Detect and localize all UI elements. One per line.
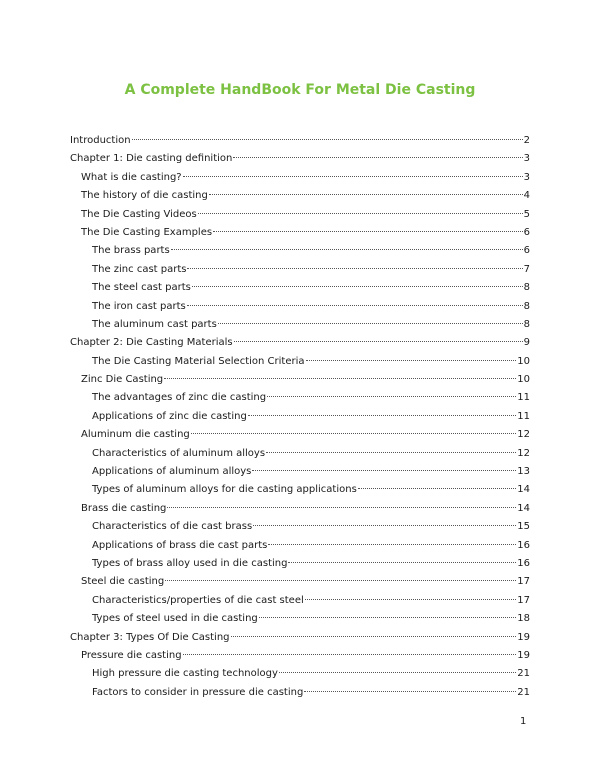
document-title: A Complete HandBook For Metal Die Casting [124, 82, 476, 98]
toc-entry-page: 11 [517, 392, 530, 404]
toc-entry[interactable] [70, 408, 530, 426]
toc-dot-leader [266, 452, 516, 453]
toc-entry[interactable] [70, 445, 530, 463]
toc-entry-page: 9 [523, 337, 530, 349]
toc-entry[interactable] [70, 665, 530, 683]
toc-entry-text: What is die casting? [81, 171, 182, 183]
toc-entry[interactable] [70, 334, 530, 352]
toc-entry[interactable] [70, 629, 530, 647]
toc-entry-page: 15 [517, 521, 530, 533]
toc-entry[interactable] [70, 187, 530, 205]
toc-entry[interactable] [70, 537, 530, 555]
toc-entry[interactable] [70, 573, 530, 591]
toc-entry-text: High pressure die casting technology [92, 668, 278, 680]
toc-entry-page: 6 [523, 245, 530, 257]
toc-entry-page: 11 [517, 410, 530, 422]
toc-dot-leader [253, 525, 516, 526]
toc-entry-text: Applications of aluminum alloys [92, 466, 252, 478]
toc-entry[interactable] [70, 647, 530, 665]
toc-entry[interactable] [70, 316, 530, 334]
toc-entry-page: 16 [517, 557, 530, 569]
toc-entry-text: The brass parts [92, 245, 170, 257]
toc-entry-page: 6 [523, 226, 530, 238]
toc-dot-leader [305, 599, 516, 600]
toc-entry-page: 5 [523, 208, 530, 220]
toc-entry-text: The advantages of zinc die casting [92, 392, 267, 404]
toc-dot-leader [231, 636, 517, 637]
toc-dot-leader [164, 378, 516, 379]
toc-entry-page: 19 [517, 631, 530, 643]
toc-entry-text: The iron cast parts [92, 300, 186, 312]
toc-dot-leader [306, 360, 517, 361]
toc-entry[interactable] [70, 371, 530, 389]
toc-entry[interactable] [70, 132, 530, 150]
toc-dot-leader [288, 562, 516, 563]
toc-entry[interactable] [70, 261, 530, 279]
toc-entry-text: The steel cast parts [92, 282, 191, 294]
toc-entry-page: 14 [517, 502, 530, 514]
toc-entry-page: 14 [517, 484, 530, 496]
toc-entry-text: Characteristics of die cast brass [92, 521, 253, 533]
toc-dot-leader [213, 231, 523, 232]
page-number: 1 [520, 716, 527, 727]
toc-entry-text: Steel die casting [81, 576, 165, 588]
toc-entry-page: 16 [517, 539, 530, 551]
toc-entry[interactable] [70, 150, 530, 168]
toc-entry[interactable] [70, 389, 530, 407]
toc-entry-text: The Die Casting Material Selection Criteria [92, 355, 305, 367]
toc-entry-page: 21 [517, 686, 530, 698]
toc-entry[interactable] [70, 298, 530, 316]
toc-entry-page: 12 [517, 447, 530, 459]
toc-entry[interactable] [70, 684, 530, 702]
toc-dot-leader [183, 176, 523, 177]
toc-dot-leader [167, 507, 516, 508]
toc-entry[interactable] [70, 555, 530, 573]
toc-dot-leader [304, 691, 516, 692]
toc-entry[interactable] [70, 279, 530, 297]
toc-dot-leader [192, 286, 523, 287]
toc-entry-page: 13 [517, 466, 530, 478]
toc-entry[interactable] [70, 353, 530, 371]
toc-entry-text: The history of die casting [81, 190, 208, 202]
toc-entry[interactable] [70, 206, 530, 224]
toc-entry-text: The zinc cast parts [92, 263, 187, 275]
toc-entry[interactable] [70, 610, 530, 628]
toc-entry-text: Chapter 3: Types Of Die Casting [70, 631, 230, 643]
toc-dot-leader [234, 341, 523, 342]
toc-entry-text: The Die Casting Examples [81, 226, 213, 238]
toc-entry-page: 18 [517, 613, 530, 625]
toc-entry-text: Brass die casting [81, 502, 167, 514]
toc-entry-text: Chapter 1: Die casting definition [70, 153, 233, 165]
toc-dot-leader [279, 672, 516, 673]
toc-entry-text: Characteristics/properties of die cast steel [92, 594, 304, 606]
toc-entry-page: 12 [517, 429, 530, 441]
toc-dot-leader [171, 249, 523, 250]
toc-entry-text: Applications of zinc die casting [92, 410, 247, 422]
toc-entry-text: Types of steel used in die casting [92, 613, 258, 625]
toc-entry-text: Types of brass alloy used in die casting [92, 557, 288, 569]
toc-entry-page: 10 [517, 355, 530, 367]
toc-entry-page: 7 [523, 263, 530, 275]
toc-entry-text: Factors to consider in pressure die casting [92, 686, 304, 698]
table-of-contents [70, 132, 530, 702]
toc-entry[interactable] [70, 463, 530, 481]
toc-entry-page: 2 [523, 135, 530, 146]
toc-entry[interactable] [70, 224, 530, 242]
toc-dot-leader [183, 654, 517, 655]
toc-dot-leader [187, 268, 522, 269]
toc-entry-text: Applications of brass die cast parts [92, 539, 268, 551]
toc-entry-text: The Die Casting Videos [81, 208, 197, 220]
toc-entry-text: Introduction [70, 135, 131, 146]
toc-entry-page: 4 [523, 190, 530, 202]
toc-entry-page: 8 [523, 282, 530, 294]
toc-dot-leader [248, 415, 516, 416]
toc-entry-text: Characteristics of aluminum alloys [92, 447, 266, 459]
toc-entry-page: 8 [523, 318, 530, 330]
toc-entry-page: 17 [517, 594, 530, 606]
toc-entry-text: Types of aluminum alloys for die casting applications [92, 484, 357, 496]
toc-entry[interactable] [70, 426, 530, 444]
toc-entry-page: 10 [517, 374, 530, 386]
toc-dot-leader [233, 157, 522, 158]
toc-dot-leader [209, 194, 523, 195]
toc-entry[interactable] [70, 518, 530, 536]
toc-dot-leader [187, 305, 523, 306]
toc-dot-leader [191, 433, 517, 434]
toc-entry-page: 19 [517, 649, 530, 661]
toc-dot-leader [268, 544, 516, 545]
toc-entry-page: 3 [523, 171, 530, 183]
toc-dot-leader [259, 617, 516, 618]
toc-entry-page: 21 [517, 668, 530, 680]
toc-entry-text: Aluminum die casting [81, 429, 190, 441]
toc-entry-text: Zinc Die Casting [81, 374, 164, 386]
toc-dot-leader [252, 470, 516, 471]
toc-entry[interactable] [70, 169, 530, 187]
toc-dot-leader [132, 139, 523, 140]
toc-entry-text: Pressure die casting [81, 649, 182, 661]
toc-entry[interactable] [70, 592, 530, 610]
toc-dot-leader [218, 323, 523, 324]
toc-entry-page: 17 [517, 576, 530, 588]
toc-entry[interactable] [70, 242, 530, 260]
toc-entry[interactable] [70, 481, 530, 499]
toc-entry-page: 8 [523, 300, 530, 312]
toc-entry-text: The aluminum cast parts [92, 318, 217, 330]
toc-dot-leader [358, 488, 516, 489]
toc-entry-text: Chapter 2: Die Casting Materials [70, 337, 233, 349]
toc-dot-leader [165, 580, 516, 581]
toc-entry-page: 3 [523, 153, 530, 165]
toc-entry[interactable] [70, 500, 530, 518]
toc-dot-leader [267, 396, 516, 397]
toc-dot-leader [198, 213, 523, 214]
